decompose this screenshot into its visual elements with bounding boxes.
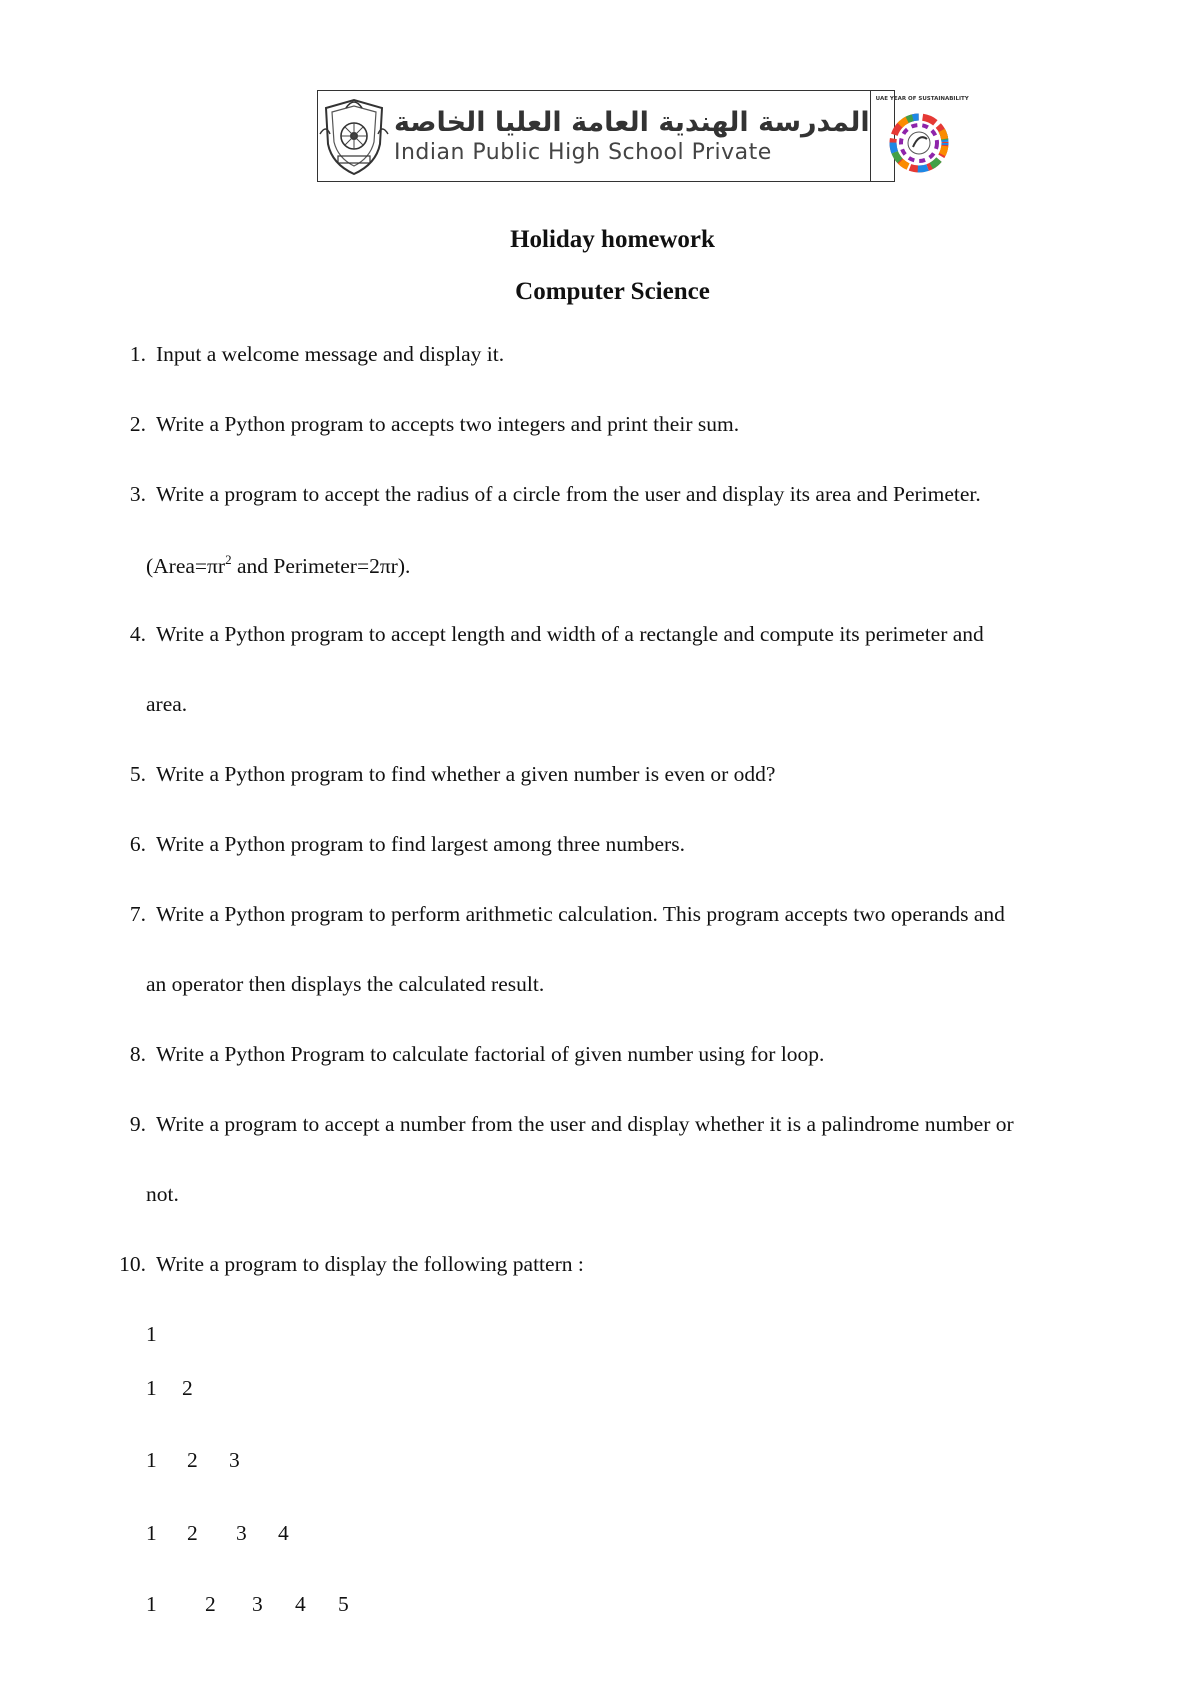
formula-perimeter: and Perimeter=2πr). [231, 554, 411, 578]
question-text: Write a Python program to find largest among three numbers. [156, 832, 685, 856]
question-1 [104, 342, 504, 367]
pattern-number: 1 [146, 1592, 157, 1616]
question-text: Write a program to display the following pattern : [156, 1252, 584, 1276]
pattern-number: 1 [146, 1521, 157, 1545]
school-header-banner [317, 90, 969, 182]
question-10 [104, 1252, 584, 1277]
pattern-number: 1 [146, 1322, 157, 1346]
question-7 [104, 902, 1005, 927]
question-4 [104, 622, 984, 647]
school-name-arabic: المدرسة الهندية العامة العليا الخاصة [394, 106, 870, 138]
pattern-number: 3 [236, 1521, 247, 1545]
question-number: 1. [129, 342, 146, 366]
school-name-block [390, 91, 870, 181]
school-name-english: Indian Public High School Private [394, 140, 772, 166]
pattern-number: 3 [229, 1448, 240, 1472]
question-number: 5. [129, 762, 146, 786]
question-text: Write a Python program to find whether a given number is even or odd? [156, 762, 776, 786]
question-text: Write a Python program to accepts two integers and print their sum. [156, 412, 740, 436]
pattern-number: 4 [295, 1592, 306, 1616]
formula-exponent: 2 [225, 552, 232, 567]
question-number: 9. [129, 1112, 146, 1136]
pattern-number: 2 [205, 1592, 216, 1616]
pattern-number: 1 [146, 1448, 157, 1472]
question-number: 2. [129, 412, 146, 436]
question-text: Write a Python program to accept length and width of a rectangle and compute its perimeter and [156, 622, 984, 646]
sustainability-badge [870, 91, 969, 181]
pattern-number: 2 [182, 1376, 193, 1400]
school-crest-icon [318, 91, 390, 181]
pattern-number: 2 [187, 1521, 198, 1545]
question-number: 3. [129, 482, 146, 506]
question-8 [104, 1042, 824, 1067]
pattern-number: 2 [187, 1448, 198, 1472]
question-7-continuation: an operator then displays the calculated result. [146, 972, 545, 996]
subject-title: Computer Science [515, 278, 710, 305]
question-text: Write a program to accept the radius of a circle from the user and display its area and Perimeter. [156, 482, 981, 506]
question-4-continuation: area. [146, 692, 188, 716]
question-number: 10. [119, 1252, 146, 1276]
sustainability-logo-icon [887, 109, 951, 173]
question-2 [104, 412, 739, 437]
question-text: Write a program to accept a number from the user and display whether it is a palindrome number or [156, 1112, 1014, 1136]
question-3-formula [146, 552, 410, 579]
pattern-number: 4 [278, 1521, 289, 1545]
pattern-number: 5 [338, 1592, 349, 1616]
question-number: 6. [129, 832, 146, 856]
question-6 [104, 832, 685, 857]
page-title: Holiday homework [510, 226, 715, 253]
question-3 [104, 482, 981, 507]
question-5 [104, 762, 775, 787]
question-number: 4. [129, 622, 146, 646]
question-text: Write a Python Program to calculate factorial of given number using for loop. [156, 1042, 825, 1066]
question-text: Input a welcome message and display it. [156, 342, 505, 366]
question-number: 7. [129, 902, 146, 926]
question-9 [104, 1112, 1014, 1137]
question-text: Write a Python program to perform arithmetic calculation. This program accepts two operands and [156, 902, 1005, 926]
pattern-number: 1 [146, 1376, 157, 1400]
question-number: 8. [129, 1042, 146, 1066]
formula-area: (Area=πr [146, 554, 226, 578]
badge-label: UAE YEAR OF SUSTAINABILITY [875, 96, 969, 102]
question-9-continuation: not. [146, 1182, 179, 1206]
pattern-number: 3 [252, 1592, 263, 1616]
